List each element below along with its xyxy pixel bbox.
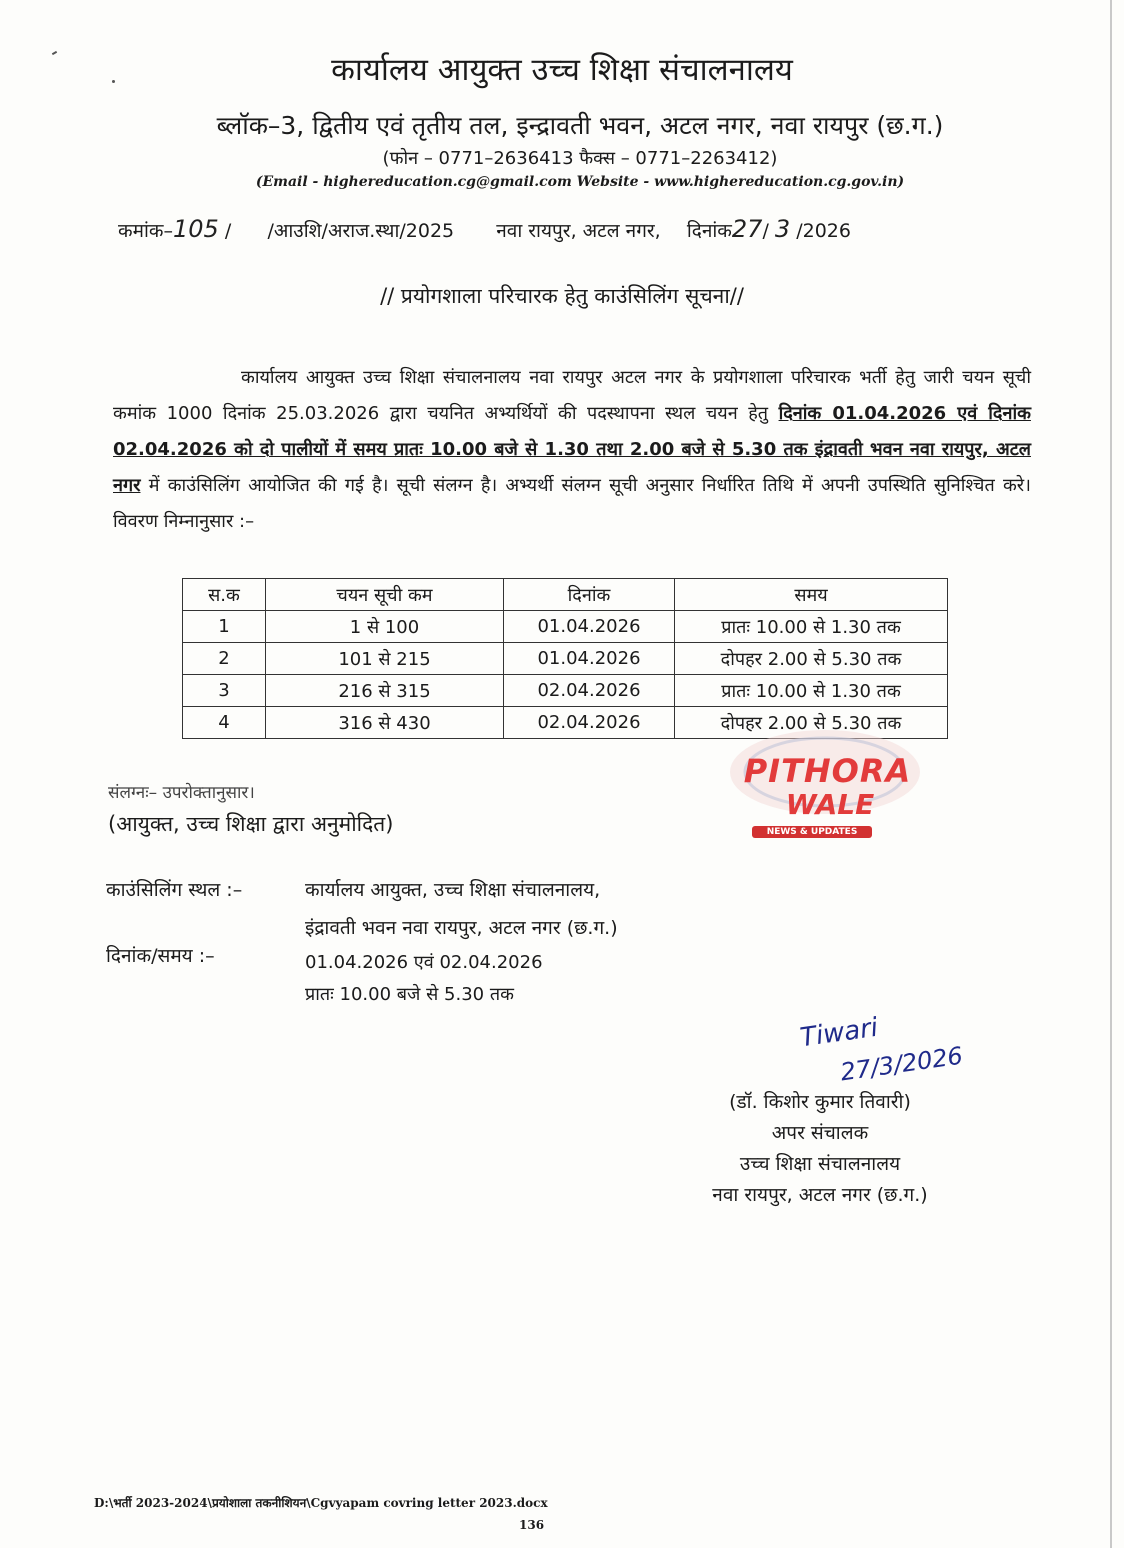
col-merit-range: चयन सूची कम [266, 579, 504, 611]
cell-time: प्रातः 10.00 से 1.30 तक [675, 675, 948, 707]
col-serial: स.क [183, 579, 266, 611]
office-title: कार्यालय आयुक्त उच्च शिक्षा संचालनालय [331, 52, 793, 88]
ref-date-label: दिनांक [686, 220, 732, 242]
office-phone: (फोन – 0771–2636413 फैक्स – 0771–2263412) [382, 148, 778, 169]
table-header-row [183, 579, 948, 611]
cell-range: 316 से 430 [266, 707, 504, 739]
venue-label: काउंसिलिंग स्थल :– [106, 879, 243, 901]
office-address: ब्लॉक–3, द्वितीय एवं तृतीय तल, इन्द्रावती भवन, अटल नगर, नवा रायपुर (छ.ग.) [216, 111, 944, 140]
table-row [183, 611, 948, 643]
body-part1: कार्यालय आयुक्त उच्च शिक्षा संचालनालय नवा रायपुर अटल नगर के प्रयोगशाला परिचारक भर्ती हेतु जारी चयन सूची कमांक 1000 दिनांक 25.03.2026 द्वारा चयनित अभ्यर्थियों की पदस्थापना स्थल चयन हेतु [113, 367, 1031, 424]
enclosure-note: संलग्नः– उपरोक्तानुसार। [108, 783, 255, 803]
watermark-brand-2: WALE [785, 788, 875, 821]
cell-date: 01.04.2026 [504, 643, 675, 675]
cell-serial: 1 [183, 611, 266, 643]
datetime-label: दिनांक/समय :– [106, 945, 215, 967]
cell-range: 216 से 315 [266, 675, 504, 707]
cell-time: दोपहर 2.00 से 5.30 तक [675, 643, 948, 675]
watermark-brand: PITHORA [743, 752, 912, 790]
venue-line-2: इंद्रावती भवन नवा रायपुर, अटल नगर (छ.ग.) [305, 917, 618, 939]
datetime-line-2: प्रातः 10.00 बजे से 5.30 तक [305, 984, 514, 1005]
cell-range: 101 से 215 [266, 643, 504, 675]
cell-time: प्रातः 10.00 से 1.30 तक [675, 611, 948, 643]
cell-date: 02.04.2026 [504, 675, 675, 707]
handwritten-signature: Tiwari [798, 1012, 880, 1054]
office-email-website: (Email - highereducation.cg@gmail.com Website - www.highereducation.cg.gov.in) [255, 174, 905, 190]
page-number: 136 [519, 1518, 545, 1532]
ref-place: नवा रायपुर, अटल नगर, [496, 220, 661, 242]
signatory-designation: अपर संचालक [771, 1122, 869, 1144]
signatory-name: (डॉ. किशोर कुमार तिवारी) [729, 1091, 911, 1113]
col-time: समय [675, 579, 948, 611]
cell-serial: 3 [183, 675, 266, 707]
signatory-office: उच्च शिक्षा संचालनालय [739, 1153, 901, 1175]
approval-note: (आयुक्त, उच्च शिक्षा द्वारा अनुमोदित) [108, 812, 394, 836]
ref-date-month: 3 [774, 215, 791, 243]
signatory-place: नवा रायपुर, अटल नगर (छ.ग.) [712, 1184, 928, 1206]
notice-subject: // प्रयोगशाला परिचारक हेतु काउंसिलिंग सूचना// [380, 284, 744, 308]
body-highlight: दिनांक 01.04.2026 एवं दिनांक 02.04.2026 को दो पालीयों में समय प्रातः 10.00 बजे से 1.30 तथा 2.00 बजे से 5.30 तक इंद्रावती भवन नवा रायपुर, अटल नगर [113, 403, 1031, 496]
ref-number-handwritten: 105 [172, 215, 219, 243]
counselling-schedule-table [182, 578, 948, 739]
reference-line: कमांक–105 / /आउशि/अराज.स्था/2025 नवा रायपुर, अटल नगर, दिनांक27/ 3 /2026 [118, 215, 851, 243]
ref-date-year: /2026 [796, 220, 851, 242]
ref-prefix: कमांक– [118, 220, 173, 242]
cell-serial: 2 [183, 643, 266, 675]
venue-line-1: कार्यालय आयुक्त, उच्च शिक्षा संचालनालय, [305, 879, 601, 901]
ref-code: / /आउशि/अराज.स्था/2025 [224, 220, 455, 242]
cell-date: 02.04.2026 [504, 707, 675, 739]
page-edge [1110, 0, 1112, 1548]
cell-serial: 4 [183, 707, 266, 739]
cell-range: 1 से 100 [266, 611, 504, 643]
handwritten-signature-date: 27/3/2026 [838, 1041, 965, 1087]
col-date: दिनांक [504, 579, 675, 611]
cell-time: दोपहर 2.00 से 5.30 तक [675, 707, 948, 739]
watermark-tagline: NEWS & UPDATES [752, 826, 872, 838]
table-row [183, 675, 948, 707]
body-part2: में काउंसिलिंग आयोजित की गई है। सूची संलग्न है। अभ्यर्थी संलग्न सूची अनुसार निर्धारित तिथि में अपनी उपस्थिति सुनिश्चित करे। विवरण निम्नानुसार :– [113, 475, 1031, 532]
cell-date: 01.04.2026 [504, 611, 675, 643]
notice-body [113, 360, 1031, 540]
file-path-footer: D:\भर्ती 2023-2024\प्रयोशाला तकनीशियन\Cgvyapam covring letter 2023.docx [94, 1496, 548, 1510]
ref-date-day: 27 [731, 215, 763, 243]
signature-block [650, 1087, 990, 1211]
datetime-line-1: 01.04.2026 एवं 02.04.2026 [305, 952, 543, 973]
table-row [183, 643, 948, 675]
